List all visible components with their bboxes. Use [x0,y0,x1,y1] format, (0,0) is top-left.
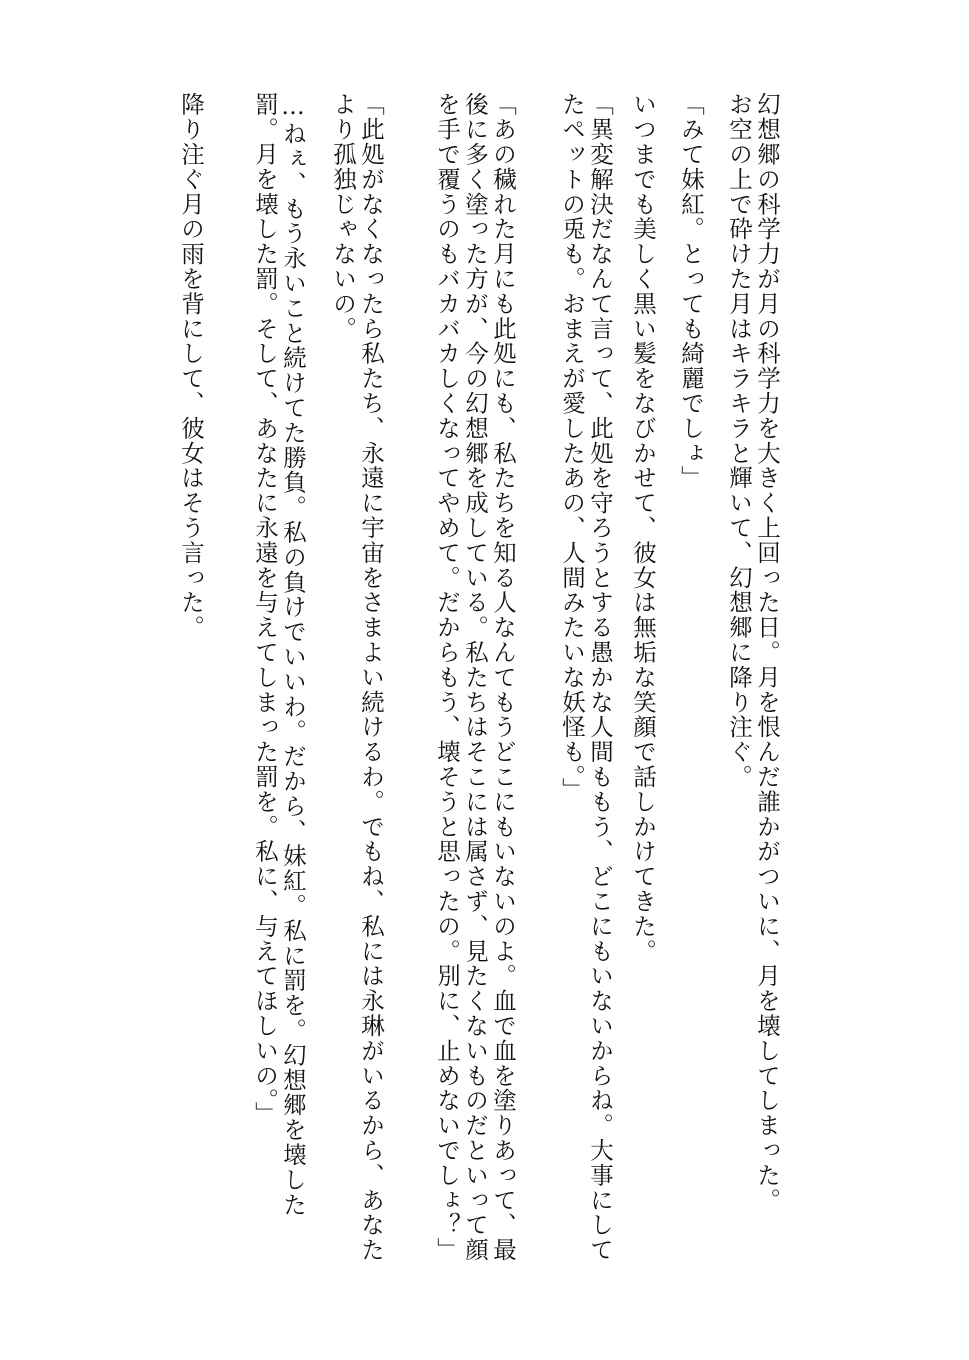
text-line: 「此処がなくなったら私たち、永遠に宇宙をさまよい続けるわ。でもね、私には永琳がいるから、あなた [357,92,385,1263]
text-line: いつまでも美しく黒い髪をなびかせて、彼女は無垢な笑顔で話しかけてきた。 [629,92,657,964]
text-line: …ねぇ、もう永いこと続けてた勝負。私の負けでいいわ。だから、妹紅。私に罰を。幻想郷を壊した [279,92,307,1217]
text-line: 「あの穢れた月にも此処にも、私たちを知る人なんてもうどこにもいないのよ。血で血を塗りあって、最 [489,92,517,1263]
text-line: 「異変解決だなんて言って、此処を守ろうとする愚かな人間ももう、どこにもいないからね。大事にして [586,92,614,1263]
text-line: 幻想郷の科学力が月の科学力を大きく上回った日。月を恨んだ誰かがついに、月を壊してしまった。 [753,92,781,1213]
text-line: 降り注ぐ月の雨を背にして、彼女はそう言った。 [177,92,205,640]
text-line: 後に多く塗った方が、今の幻想郷を成している。私たちはそこには属さず、見たくないものだといって顔 [461,92,489,1263]
text-line: を手で覆うのもバカバカしくなってやめて。だからもう、壊そうと思ったの。別に、止めないでしょ？」 [433,92,461,1263]
text-line: お空の上で砕けた月はキラキラと輝いて、幻想郷に降り注ぐ。 [725,92,753,790]
text-line: 「みて妹紅。とっても綺麗でしょ」 [677,92,705,491]
text-line: 罰。月を壊した罰。そして、あなたに永遠を与えてしまった罰を。私に、与えてほしいの。」 [251,92,279,1127]
text-line: より孤独じゃないの。 [329,92,357,341]
text-line: たペットの兎も。おまえが愛したあの、人間みたいな妖怪も。」 [558,92,586,803]
